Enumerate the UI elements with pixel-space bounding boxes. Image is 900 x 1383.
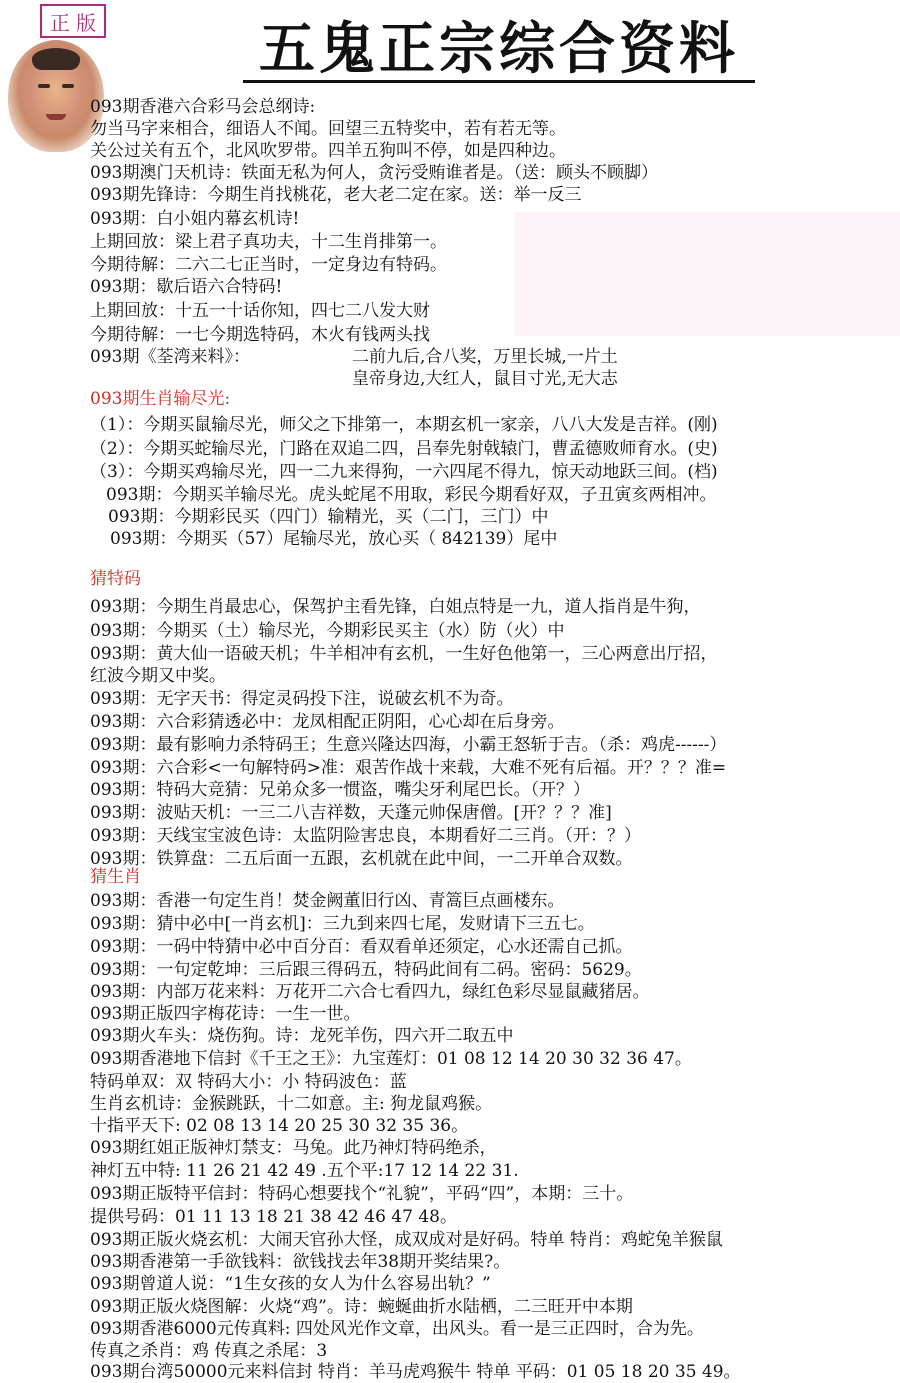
text-line: 093期：波贴天机：一三二八吉祥数，天蓬元帅保唐僧。[开？？？准] <box>90 803 612 823</box>
authentic-badge: 正 版 <box>40 4 106 38</box>
text-line: 093期：今期生肖最忠心，保驾护主看先锋，白姐点特是一九，道人指肖是牛狗， <box>90 597 701 617</box>
text-line: 093期：最有影响力杀特码王；生意兴隆达四海，小霸王怒斩于吉。（杀：鸡虎------） <box>90 735 727 755</box>
text-line: 093期：今期彩民买（四门）输精光，买（二门，三门）中 <box>108 507 549 527</box>
text-line: 093期：香港一句定生肖！焚金阙董旧行凶、青篙巨点画楼东。 <box>90 891 565 911</box>
text-line: 093期香港地下信封《千王之王》：九宝莲灯：01 08 12 14 20 30 32 36 47。 <box>90 1049 692 1069</box>
text-line: 上期回放：梁上君子真功夫，十二生肖排第一。 <box>90 232 447 252</box>
text-line: 关公过关有五个，北风吹罗带。四羊五狗叫不停，如是四种边。 <box>90 141 566 161</box>
text-line: （1）：今期买鼠输尽光，师父之下排第一，本期玄机一家亲，八八大发是吉祥。(刚) <box>90 415 718 435</box>
text-line: 红波今期又中奖。 <box>90 666 226 686</box>
portrait-mouth <box>46 114 66 120</box>
text-line: 特码单双：双 特码大小：小 特码波色：蓝 <box>90 1072 407 1092</box>
text-line: 093期曾道人说：“1生女孩的女人为什么容易出轨？” <box>90 1274 491 1294</box>
text-line: 093期：今期买（57）尾输尽光，放心买（ 842139）尾中 <box>110 529 558 549</box>
text-line: 093期：今期买（土）输尽光，今期彩民买主（水）防（火）中 <box>90 621 565 641</box>
text-line: 生肖玄机诗：金猴跳跃，十二如意。主: 狗龙鼠鸡猴。 <box>90 1094 493 1114</box>
text-line: 093期台湾50000元来料信封 特肖：羊马虎鸡猴牛 特单 平码：01 05 18 20 35 49。 <box>90 1362 741 1382</box>
portrait-eye-left <box>38 84 50 88</box>
text-line: 093期：铁算盘：二五后面一五跟，玄机就在此中间，一二开单合双数。 <box>90 849 633 869</box>
text-line: （2）：今期买蛇输尽光，门路在双追二四，吕奉先射戟辕门，曹孟德败师育水。(史) <box>90 439 718 459</box>
text-line: 093期香港第一手欲钱料：欲钱找去年38期开奖结果?。 <box>90 1252 511 1272</box>
text-line: 093期：天线宝宝波色诗：太监阴险害忠良，本期看好二三肖。（开：？） <box>90 826 641 846</box>
text-line: 093期《荃湾来料》： <box>90 347 250 367</box>
text-line: 093期正版火烧玄机：大闹天官孙大怪，成双成对是好码。特单 特肖：鸡蛇兔羊猴鼠 <box>90 1230 723 1250</box>
text-line: 093期：猜中必中[一肖玄机]：三九到来四七尾，发财请下三五七。 <box>90 914 595 934</box>
text-line: （3）：今期买鸡输尽光，四一二九来得狗，一六四尾不得九，惊天动地跃三间。(档) <box>90 462 718 482</box>
text-line: 十指平天下: 02 08 13 14 20 25 30 32 35 36。 <box>90 1116 469 1136</box>
text-line: 093期澳门天机诗：铁面无私为何人，贪污受贿谁者是。（送：顾头不顾脚） <box>90 163 658 183</box>
text-line: 093期：一句定乾坤：三后跟三得码五，特码此间有二码。密码：5629。 <box>90 960 642 980</box>
text-line: 皇帝身边,大红人，鼠目寸光,无大志 <box>352 369 618 389</box>
text-line: 093期：六合彩猜透必中：龙凤相配正阴阳，心心却在后身旁。 <box>90 712 565 732</box>
text-line: 神灯五中特: 11 26 21 42 49 .五个平:17 12 14 22 31. <box>90 1161 519 1181</box>
text-line: 093期：黄大仙一语破天机；牛羊相冲有玄机，一生好色他第一，三心两意出厅招， <box>90 644 718 664</box>
text-line: 093期：一码中特猜中必中百分百：看双看单还须定，心水还需自己抓。 <box>90 937 633 957</box>
text-line: 二前九后,合八奖，万里长城,一片土 <box>352 347 618 367</box>
text-line: 093期：白小姐内幕玄机诗! <box>90 209 300 229</box>
text-line: 093期：特码大竞猜：兄弟众多一惯盗，嘴尖牙利尾巴长。（开？） <box>90 780 590 800</box>
text-line: 传真之杀肖：鸡 传真之杀尾：3 <box>90 1341 328 1361</box>
text-line: 今期待解：一七今期选特码，木火有钱两头找 <box>90 325 430 345</box>
text-line: 093期正版特平信封：特码心想要找个“礼貌”，平码“四”，本期：三十。 <box>90 1184 634 1204</box>
section-heading: 093期生肖输尽光: <box>90 389 231 409</box>
section-heading: 猜特码 <box>90 569 141 589</box>
text-line: 勿当马字来相合，细语人不闻。回望三五特奖中，若有若无等。 <box>90 119 566 139</box>
text-line: 093期火车头：烧伤狗。诗：龙死羊伤，四六开二取五中 <box>90 1026 514 1046</box>
portrait-hair <box>32 48 80 70</box>
text-line: 093期：今期买羊输尽光。虎头蛇尾不用取，彩民今期看好双，子丑寅亥两相冲。 <box>106 485 717 505</box>
text-line: 093期先锋诗：今期生肖找桃花，老大老二定在家。送：举一反三 <box>90 185 582 205</box>
text-line: 093期香港6000元传真料: 四处风光作文章，出风头。看一是三正四时，合为先。 <box>90 1319 704 1339</box>
text-line: 093期：无字天书：得定灵码投下注，说破玄机不为奇。 <box>90 689 514 709</box>
text-line: 093期：六合彩<一句解特码>准：艰苦作战十来载，大难不死有后福。开？？？准= <box>90 758 727 778</box>
text-line: 093期正版火烧图解：火烧“鸡”。诗：蜿蜒曲折水陆栖，二三旺开中本期 <box>90 1297 633 1317</box>
text-line: 093期正版四字梅花诗：一生一世。 <box>90 1004 361 1024</box>
portrait-eye-right <box>62 84 74 88</box>
text-line: 093期红姐正版神灯禁支：马兔。此乃神灯特码绝杀， <box>90 1138 497 1158</box>
text-line: 上期回放：十五一十话你知，四七二八发大财 <box>90 301 430 321</box>
section-heading: 猜生肖 <box>90 867 141 887</box>
text-line: 093期香港六合彩马会总纲诗: <box>90 97 316 117</box>
text-line: 提供号码：01 11 13 18 21 38 42 46 47 48。 <box>90 1207 457 1227</box>
page-title: 五鬼正宗综合资料 <box>243 18 755 83</box>
text-line: 093期：内部万花来料：万花开二六合七看四九，绿红色彩尽显鼠藏猪居。 <box>90 982 650 1002</box>
text-line: 093期：歇后语六合特码! <box>90 277 283 297</box>
text-line: 今期待解：二六二七正当时，一定身边有特码。 <box>90 255 447 275</box>
highlight-background <box>515 212 900 336</box>
